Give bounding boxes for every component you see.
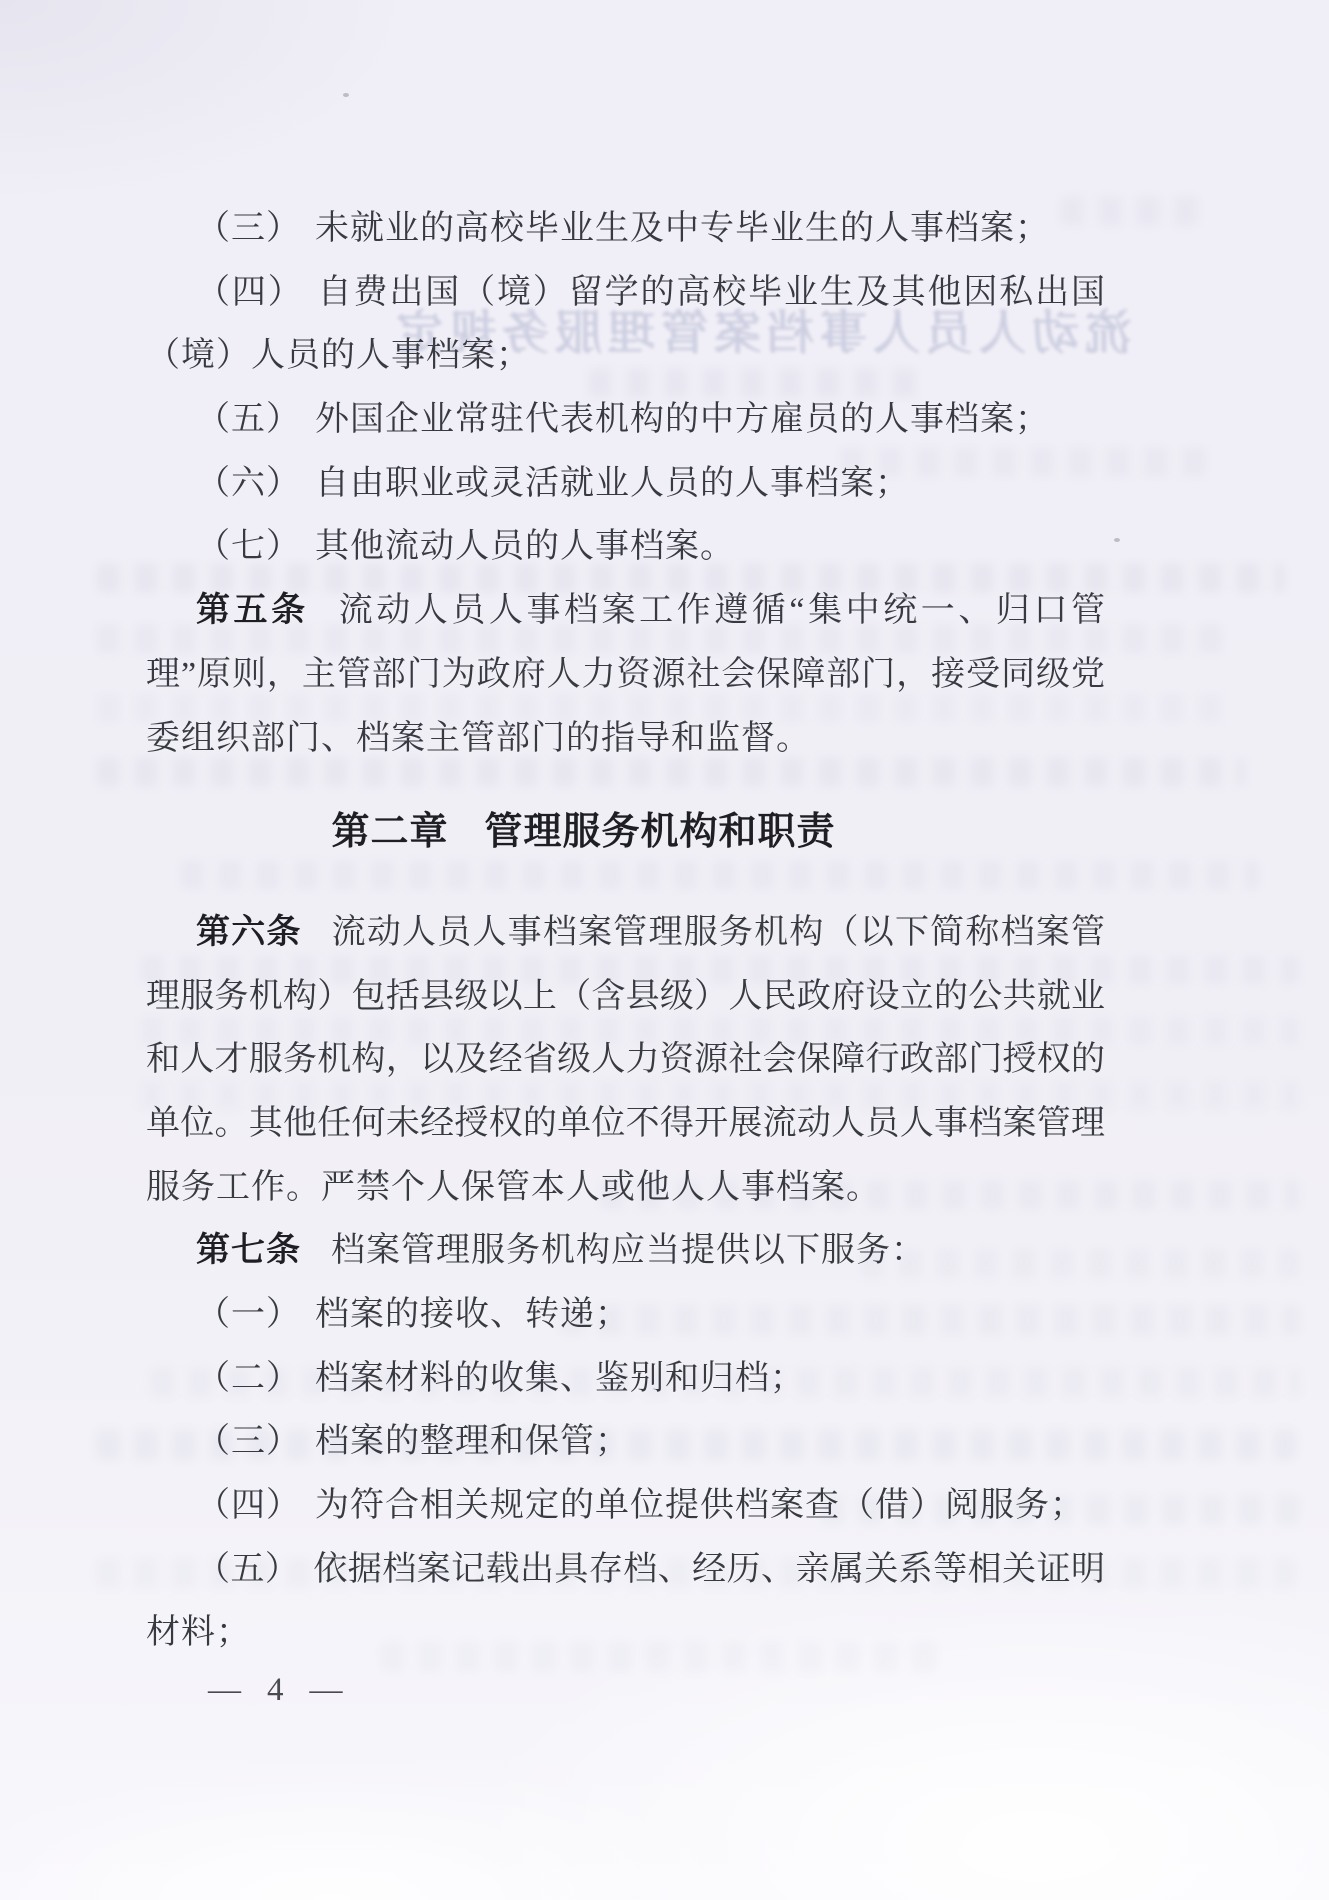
text-line	[146, 197, 1105, 261]
text-segment: 材料；	[146, 1614, 251, 1652]
text-line	[146, 261, 1105, 325]
document-body	[146, 197, 1105, 1665]
text-segment: 理”原则，主管部门为政府人力资源社会保障部门，接受同级党	[146, 655, 1105, 693]
text-line	[146, 1410, 1105, 1474]
text-line	[146, 452, 1105, 516]
text-segment: （三）	[196, 1423, 301, 1461]
text-line	[146, 1092, 1105, 1156]
text-line	[146, 1219, 1105, 1283]
article-number: 第二章	[331, 811, 449, 854]
text-line	[146, 1601, 1105, 1665]
chapter-heading	[104, 801, 1063, 865]
text-segment: 自费出国（境）留学的高校毕业生及其他因私出国	[317, 273, 1105, 311]
text-segment: 理服务机构）包括县级以上（含县级）人民政府设立的公共就业	[146, 977, 1105, 1015]
text-segment: 流动人员人事档案管理服务机构（以下简称档案管	[331, 913, 1105, 951]
page-number: 4	[267, 1672, 284, 1708]
text-segment: 单位。其他任何未经授权的单位不得开展流动人员人事档案管理	[146, 1104, 1105, 1142]
article-number: 第五条	[196, 591, 309, 630]
text-segment: （四）	[196, 273, 304, 311]
page-footer	[208, 1672, 343, 1709]
text-segment: （三）	[196, 210, 301, 247]
text-line	[146, 1283, 1105, 1347]
text-segment: 依据档案记载出具存档、经历、亲属关系等相关证明	[313, 1550, 1106, 1588]
text-segment: 委组织部门、档案主管部门的指导和监督。	[146, 719, 811, 757]
article-number: 第七条	[196, 1231, 301, 1270]
text-line	[146, 965, 1105, 1029]
footer-dash-left: —	[208, 1672, 241, 1708]
text-line	[146, 901, 1105, 965]
text-line	[146, 515, 1105, 579]
article-number: 管理服务机构和职责	[484, 811, 836, 854]
text-segment: 流动人员人事档案工作遵循“集中统一、归口管	[338, 592, 1105, 630]
text-line	[146, 1028, 1105, 1092]
text-line	[146, 1474, 1105, 1538]
text-segment: （五）	[196, 401, 301, 439]
text-line	[146, 388, 1105, 452]
text-segment: 自由职业或灵活就业人员的人事档案；	[315, 464, 910, 502]
article-number: 第六条	[196, 912, 302, 951]
text-line	[146, 1156, 1105, 1220]
text-segment: （四）	[196, 1487, 301, 1525]
text-segment: 档案的整理和保管；	[315, 1423, 630, 1461]
text-segment: 档案管理服务机构应当提供以下服务：	[331, 1232, 926, 1270]
text-segment: （七）	[196, 528, 301, 566]
paper-speck	[343, 93, 349, 97]
text-line	[146, 579, 1105, 643]
text-segment: （二）	[196, 1359, 301, 1397]
text-segment: （五）	[196, 1550, 300, 1588]
text-segment: 服务工作。严禁个人保管本人或他人人事档案。	[146, 1168, 881, 1206]
text-line	[146, 643, 1105, 707]
text-segment: 和人才服务机构，以及经省级人力资源社会保障行政部门授权的	[146, 1041, 1105, 1079]
text-segment: 其他流动人员的人事档案。	[315, 528, 735, 566]
text-line	[146, 707, 1105, 771]
footer-dash-right: —	[309, 1672, 343, 1708]
paper-speck	[1114, 538, 1120, 542]
text-line	[146, 1538, 1105, 1602]
text-line	[146, 324, 1105, 388]
text-segment: 档案的接收、转递；	[315, 1296, 630, 1333]
text-segment: 未就业的高校毕业生及中专毕业生的人事档案；	[315, 210, 1050, 247]
text-segment: 为符合相关规定的单位提供档案查（借）阅服务；	[315, 1487, 1085, 1525]
text-segment: 外国企业常驻代表机构的中方雇员的人事档案；	[315, 401, 1050, 439]
text-segment: （一）	[196, 1296, 301, 1333]
text-segment: （六）	[196, 464, 301, 502]
text-segment: 档案材料的收集、鉴别和归档；	[315, 1359, 805, 1397]
bleedthrough-title: 流动人员人事档案管理服务规定	[390, 306, 1132, 359]
text-line	[146, 1347, 1105, 1411]
text-segment: （境）人员的人事档案；	[146, 337, 531, 375]
